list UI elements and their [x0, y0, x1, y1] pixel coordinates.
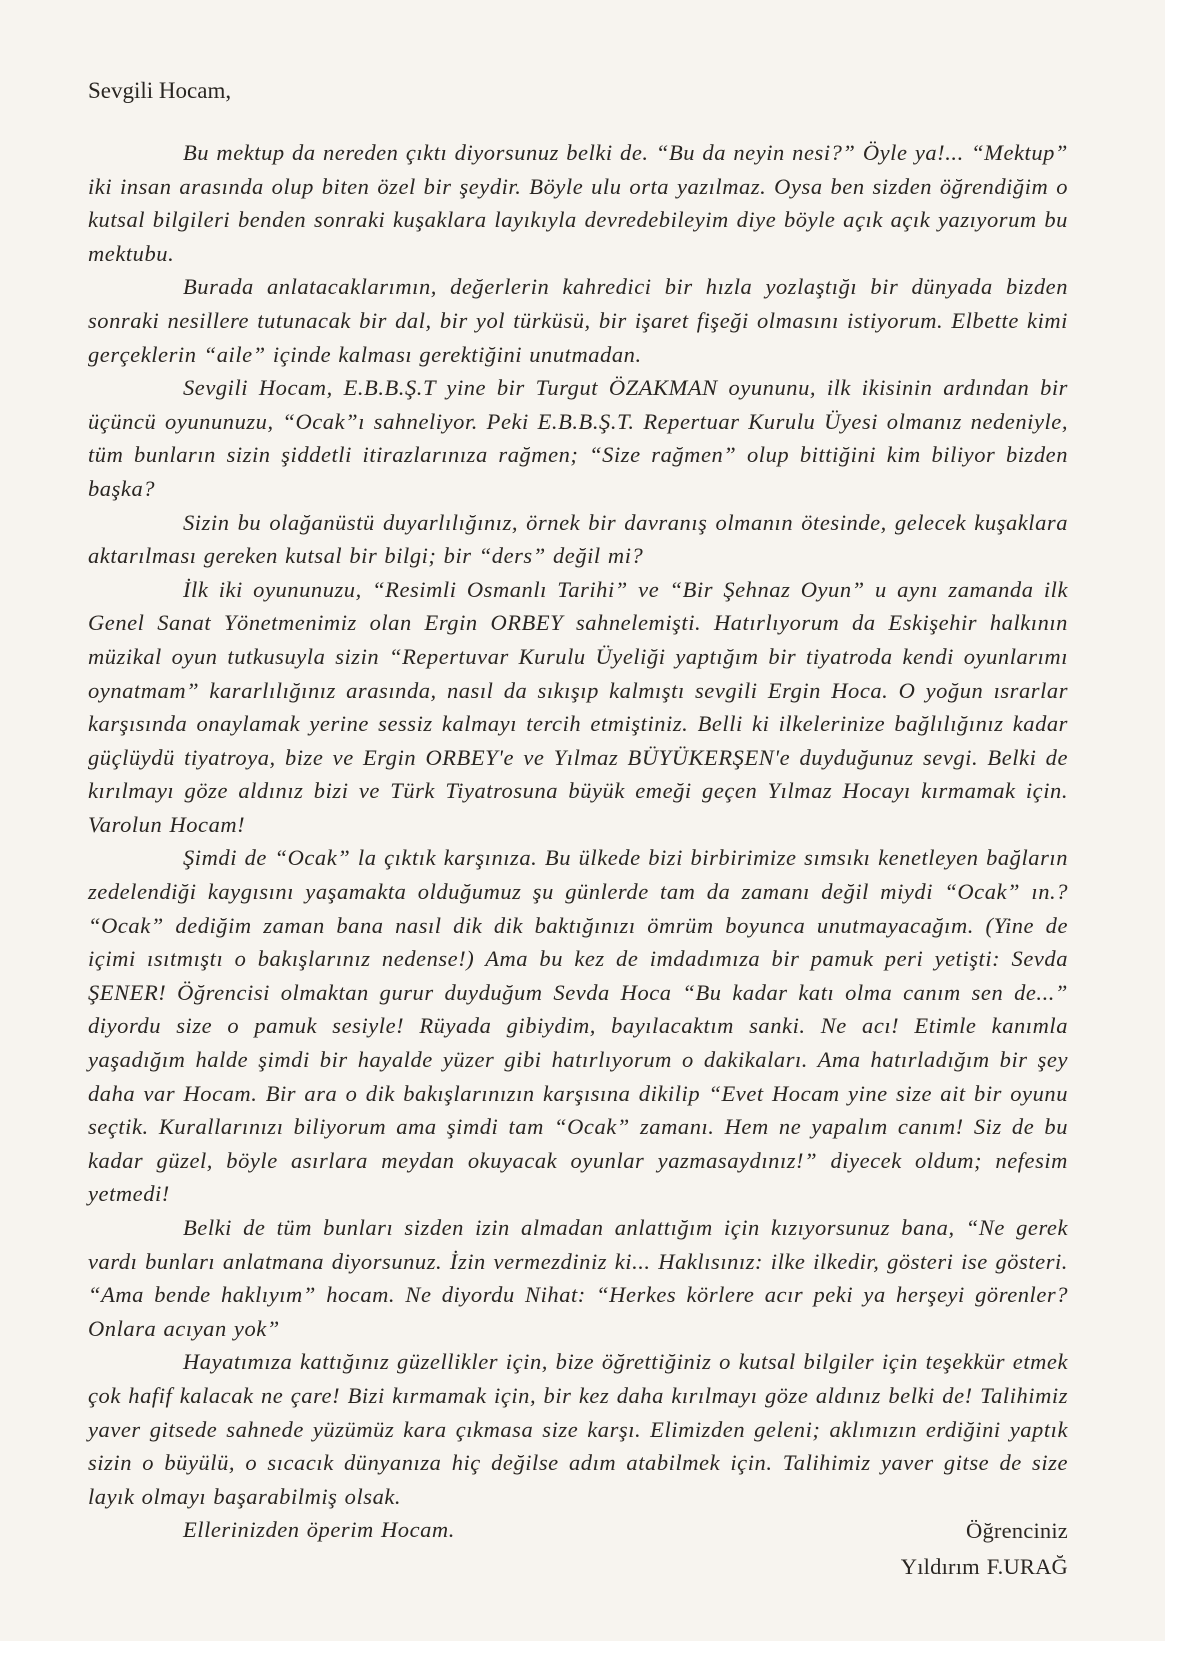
paragraph-6: Şimdi de “Ocak” la çıktık karşınıza. Bu ülkede bizi birbirimize sımsıkı kenetleyen bağların zedelendiği kaygısını yaşamakta olduğumuz şu günlerde tam da zamanı değil miydi “Ocak” ın.? “Ocak” dediğim zaman bana nasıl dik dik baktığınızı ömrüm boyunca unutmayacağım. (Yine de içimi ısıtmıştı o bakışlarınız nedense!) Ama bu kez de imdadımıza bir pamuk peri yetişti: Sevda ŞENER! Öğrencisi olmaktan gurur duyduğum Sevda Hoca “Bu kadar katı olma canım sen de...” diyordu size o pamuk sesiyle! Rüyada gibiydim, bayılacaktım sanki. Ne acı! Etimle kanımla yaşadığım halde şimdi bir hayalde yüzer gibi hatırlıyorum o dakikaları. Ama hatırladığım bir şey daha var Hocam. Bir ara o dik bakışlarınızın karşısına dikilip “Evet Hocam yine size ait bir oyunu seçtik. Kurallarınızı biliyorum ama şimdi tam “Ocak” zamanı. Hem ne yapalım canım! Siz de bu kadar güzel, böyle asırlara meydan okuyacak oyunlar yazmasaydınız!” diyecek oldum; nefesim yetmedi! [88, 845, 1068, 1207]
closing-line: Ellerinizden öperim Hocam. [183, 1517, 455, 1543]
paragraph-1: Bu mektup da nereden çıktı diyorsunuz belki de. “Bu da neyin nesi?” Öyle ya!... “Mektup” iki insan arasında olup biten özel bir şeydir. Böyle ulu orta yazılmaz. Oysa ben sizden öğrendiğim o kutsal bilgileri benden sonraki kuşaklara layıkıyla devredebileyim diye böyle açık açık yazıyorum bu mektubu. [88, 140, 1068, 266]
signature-name: Yıldırım F.URAĞ [900, 1554, 1068, 1580]
signature-label: Öğrenciniz [966, 1518, 1068, 1544]
paragraph-4: Sizin bu olağanüstü duyarlılığınız, örnek bir davranış olmanın ötesinde, gelecek kuşaklara aktarılması gereken kutsal bir bilgi; bir “ders” değil mi? [88, 509, 1068, 569]
paragraph-2: Burada anlatacaklarımın, değerlerin kahredici bir hızla yozlaştığı bir dünyada bizden sonraki nesillere tutunacak bir dal, bir yol türküsü, bir işaret fişeği olmasını istiyorum. Elbette kimi gerçeklerin “aile” içinde kalması gerektiğini unutmadan. [88, 274, 1068, 367]
signature-block [901, 1513, 1068, 1585]
paragraph-5: İlk iki oyununuzu, “Resimli Osmanlı Tarihi” ve “Bir Şehnaz Oyun” u aynı zamanda ilk Genel Sanat Yönetmenimiz olan Ergin ORBEY sahnelemişti. Hatırlıyorum da Eskişehir halkının müzikal oyun tutkusuyla sizin “Repertuvar Kurulu Üyeliği yaptığım bir tiyatroda kendi oyunlarımı oynatmam” kararlılığınız arasında, nasıl da sıkışıp kalmıştı sevgili Ergin Hoca. O yoğun ısrarlar karşısında onaylamak yerine sessiz kalmayı tercih etmiştiniz. Belli ki ilkelerinize bağlılığınız kadar güçlüydü tiyatroya, bize ve Ergin ORBEY'e ve Yılmaz BÜYÜKERŞEN'e duyduğunuz sevgi. Belki de kırılmayı göze aldınız bizi ve Türk Tiyatrosuna büyük emeği geçen Yılmaz Hocayı kırmamak için. Varolun Hocam! [88, 576, 1068, 837]
paragraph-7: Belki de tüm bunları sizden izin almadan anlattığım için kızıyorsunuz bana, “Ne gerek vardı bunları anlatmana diyorsunuz. İzin vermezdiniz ki... Haklısınız: ilke ilkedir, gösteri ise gösteri. “Ama bende haklıyım” hocam. Ne diyordu Nihat: “Herkes körlere acır peki ya herşeyi görenler? Onlara acıyan yok” [88, 1215, 1068, 1341]
closing-row [88, 1513, 1068, 1580]
paragraph-8: Hayatımıza kattığınız güzellikler için, bize öğrettiğiniz o kutsal bilgiler için teşekkür etmek çok hafif kalacak ne çare! Bizi kırmamak için, bir kez daha kırılmayı göze aldınız belki de! Talihimiz yaver gitsede sahnede yüzümüz kara çıkmasa size karşı. Elimizden geleni; aklımızın erdiğini yaptık sizin o büyülü, o sıcacık dünyanıza hiç değilse adım atabilmek için. Talihimiz yaver gitse de size layık olmayı başarabilmiş olsak. [88, 1349, 1068, 1509]
paragraph-3: Sevgili Hocam, E.B.B.Ş.T yine bir Turgut ÖZAKMAN oyununu, ilk ikisinin ardından bir üçüncü oyununuzu, “Ocak”ı sahneliyor. Peki E.B.B.Ş.T. Repertuar Kurulu Üyesi olmanız nedeniyle, tüm bunların sizin şiddetli itirazlarınıza rağmen; “Size rağmen” olup bittiğini kim biliyor bizden başka? [88, 375, 1068, 501]
letter-body [88, 136, 1068, 1580]
salutation: Sevgili Hocam, [88, 78, 232, 103]
